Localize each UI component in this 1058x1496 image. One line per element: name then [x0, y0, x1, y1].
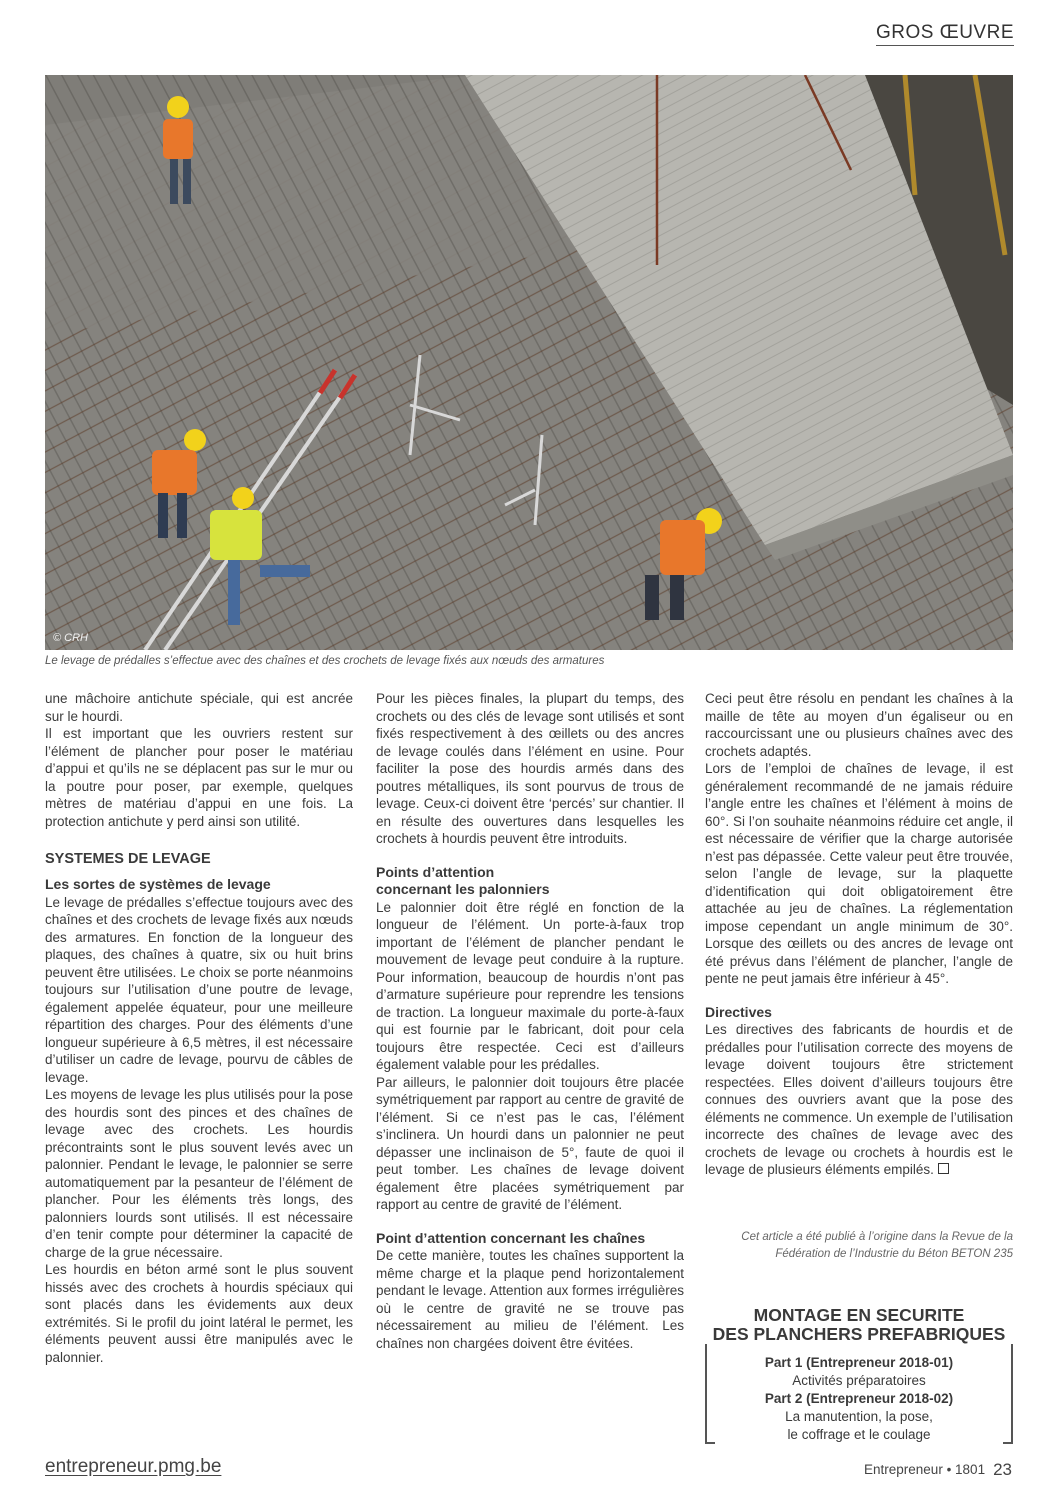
paragraph: Lors de l’emploi de chaînes de levage, il est généralement recommandé de ne jamais réduire l’angle entre les chaînes et l’élément à moins de 60°. Si l’on souhaite néanmoins réduire cet angle, il est nécessaire de vérifier que la charge autorisée n’est pas dépassée. Cette valeur peut être trouvée, selon l’angle de levage, sur la plaquette d’identification qui doit obligatoirement être attachée au jeu de chaînes. La réglementation impose cependant un angle minimum de 30°. Lorsque des œillets ou des ancres de levage ont été prévus dans l’élément de plancher, l’angle de pente ne peut jamais être inférieur à 45°. [705, 761, 1013, 986]
subsection-heading: concernant les palonniers [376, 881, 550, 897]
paragraph: Par ailleurs, le palonnier doit toujours être placée symétriquement par rapport au centre de gravité de l’élément. Si ce n’est pas le cas, l’élément s’inclinera. Un hourdi dans un palonnier ne peut dépasser une inclinaison de 5°, faute de quoi il peut tomber. Les chaînes de levage doivent également être placées symétriquement par rapport au centre de gravité de l’élément. [376, 1074, 684, 1212]
source-note-line: Cet article a été publié à l’origine dans la Revue de la [741, 1231, 1013, 1243]
series-box-title-line: DES PLANCHERS PREFABRIQUES [705, 1325, 1013, 1344]
part-2-label: Part 2 (Entrepreneur 2018-02) [764, 1391, 954, 1406]
footer-folio [864, 1460, 1012, 1480]
subsection-heading: Les sortes de systèmes de levage [45, 876, 271, 892]
paragraph [705, 1021, 1013, 1179]
subsection-heading: Directives [705, 1003, 772, 1020]
website-link[interactable]: entrepreneur.pmg.be [45, 1456, 222, 1477]
source-note [705, 1229, 1013, 1263]
part-1-label: Part 1 (Entrepreneur 2018-01) [764, 1355, 954, 1370]
article-photo [45, 75, 1013, 650]
paragraph: Il est important que les ouvriers restent sur l’élément de plancher pour poser le matériau d’appui et qu’ils ne se déplacent pas sur le mur ou la poutre pour poser, par exemple, quelques mètres de matériau d’appui en une fois. La protection antichute y perd ainsi son utilité. [45, 726, 353, 829]
subsection-heading: Point d’attention concernant les chaînes [376, 1229, 646, 1246]
paragraph: Le levage de prédalles s’effectue toujours avec des chaînes et des crochets de levage fixés aux nœuds des armatures. En fonction de la longueur des plaques, des chaînes à quatre, six ou huit brins peuvent être utilisées. Le choix se porte néanmoins toujours sur l’utilisation d’une poutre de levage, également appelée équateur, pour une meilleure répartition des charges. Pour des éléments d’une longueur supérieure à 6,5 mètres, il est nécessaire d’utiliser un cadre de levage, pourvu de câbles de levage. [45, 894, 353, 1085]
source-note-line: Fédération de l’Industrie du Béton BETON 235 [775, 1248, 1013, 1260]
part-2-description: La manutention, la pose, [785, 1409, 933, 1424]
page-number: 23 [993, 1460, 1012, 1479]
section-label: GROS ŒUVRE [876, 22, 1014, 46]
end-of-article-icon [938, 1163, 949, 1174]
column-3 [705, 690, 1013, 1179]
photo-credit: © CRH [53, 632, 88, 644]
paragraph: Pour les pièces finales, la plupart du temps, des crochets ou des clés de levage sont utilisés et sont fixés respectivement à des œillets ou des ancres de levage coulés dans l’élément en usine. Pour faciliter la pose des hourdis armés dans des poutres métalliques, ils sont pourvus de trous de levage. Ceux-ci doivent être ‘percés’ sur chantier. Il en résulte des ouvertures dans lesquelles les crochets à hourdis peuvent être introduits. [376, 691, 684, 846]
part-2-description: le coffrage et le coulage [787, 1427, 931, 1442]
paragraph: Ceci peut être résolu en pendant les chaînes à la maille de tête au moyen d’un égaliseur ou en raccourcissant une ou plusieurs chaînes avec des crochets adaptés. [705, 691, 1013, 759]
subsection-heading: Points d’attention [376, 863, 495, 880]
series-box-title-line: MONTAGE EN SECURITE [705, 1306, 1013, 1325]
column-2 [376, 690, 684, 1352]
paragraph: Les moyens de levage les plus utilisés pour la pose des hourdis sont des pinces et des chaînes de levage avec des crochets. Les hourdis précontraints sont le plus souvent levés avec un palonnier. Pendant le levage, le palonnier se serre automatiquement par la pesanteur de l’élément de plancher. Pour les éléments très longs, des palonniers lourds sont utilisés. Il est nécessaire d’en tenir compte pour déterminer la capacité de charge de la grue nécessaire. [45, 1087, 353, 1260]
photo-caption: Le levage de prédalles s’effectue avec des chaînes et des crochets de levage fixés aux nœuds des armatures [45, 655, 605, 667]
paragraph: De cette manière, toutes les chaînes supportent la même charge et la plaque pend horizontalement pendant le levage. Attention aux formes irrégulières où le centre de gravité ne se trouve pas nécessairement au milieu de l’élément. Les chaînes non chargées doivent être évitées. [376, 1248, 684, 1351]
paragraph: une mâchoire antichute spéciale, qui est ancrée sur le hourdi. [45, 691, 353, 724]
magazine-issue: Entrepreneur • 1801 [864, 1462, 986, 1477]
column-1 [45, 690, 353, 1366]
paragraph: Le palonnier doit être réglé en fonction de la longueur de l’élément. Un porte-à-faux trop important de l’élément de plancher pendant le mouvement de levage peut conduire à la rupture. Pour information, beaucoup de hourdis n’ont pas d’armature supérieure pour reprendre les tensions de traction. La longueur maximale du porte-à-faux qui est fournie par le fabricant, doit pour cela toujours être respectée. Ceci est d’ailleurs également valable pour les prédalles. [376, 899, 684, 1072]
series-box [705, 1306, 1013, 1441]
paragraph: Les hourdis en béton armé sont le plus souvent hissés avec des crochets à hourdis spéciaux qui sont placés dans les évidements aux deux extrémités. Si le profil du joint latéral le permet, les éléments peuvent aussi être manipulés avec le palonnier. [45, 1262, 353, 1365]
series-box-title [705, 1306, 1013, 1344]
paragraph-text: Les directives des fabricants de hourdis et de prédalles pour l’utilisation correcte des moyens de levage doivent toujours être strictement respectées. Elles doivent d’ailleurs toujours être connues des ouvriers avant que la pose des éléments ne commence. Un exemple de l’utilisation incorrecte des chaînes de levage avec des crochets de levage ou crochets à hourdis est le levage de plusieurs éléments empilés. [705, 1022, 1013, 1177]
section-heading: SYSTEMES DE LEVAGE [45, 851, 211, 867]
part-1-description: Activités préparatoires [792, 1373, 926, 1388]
